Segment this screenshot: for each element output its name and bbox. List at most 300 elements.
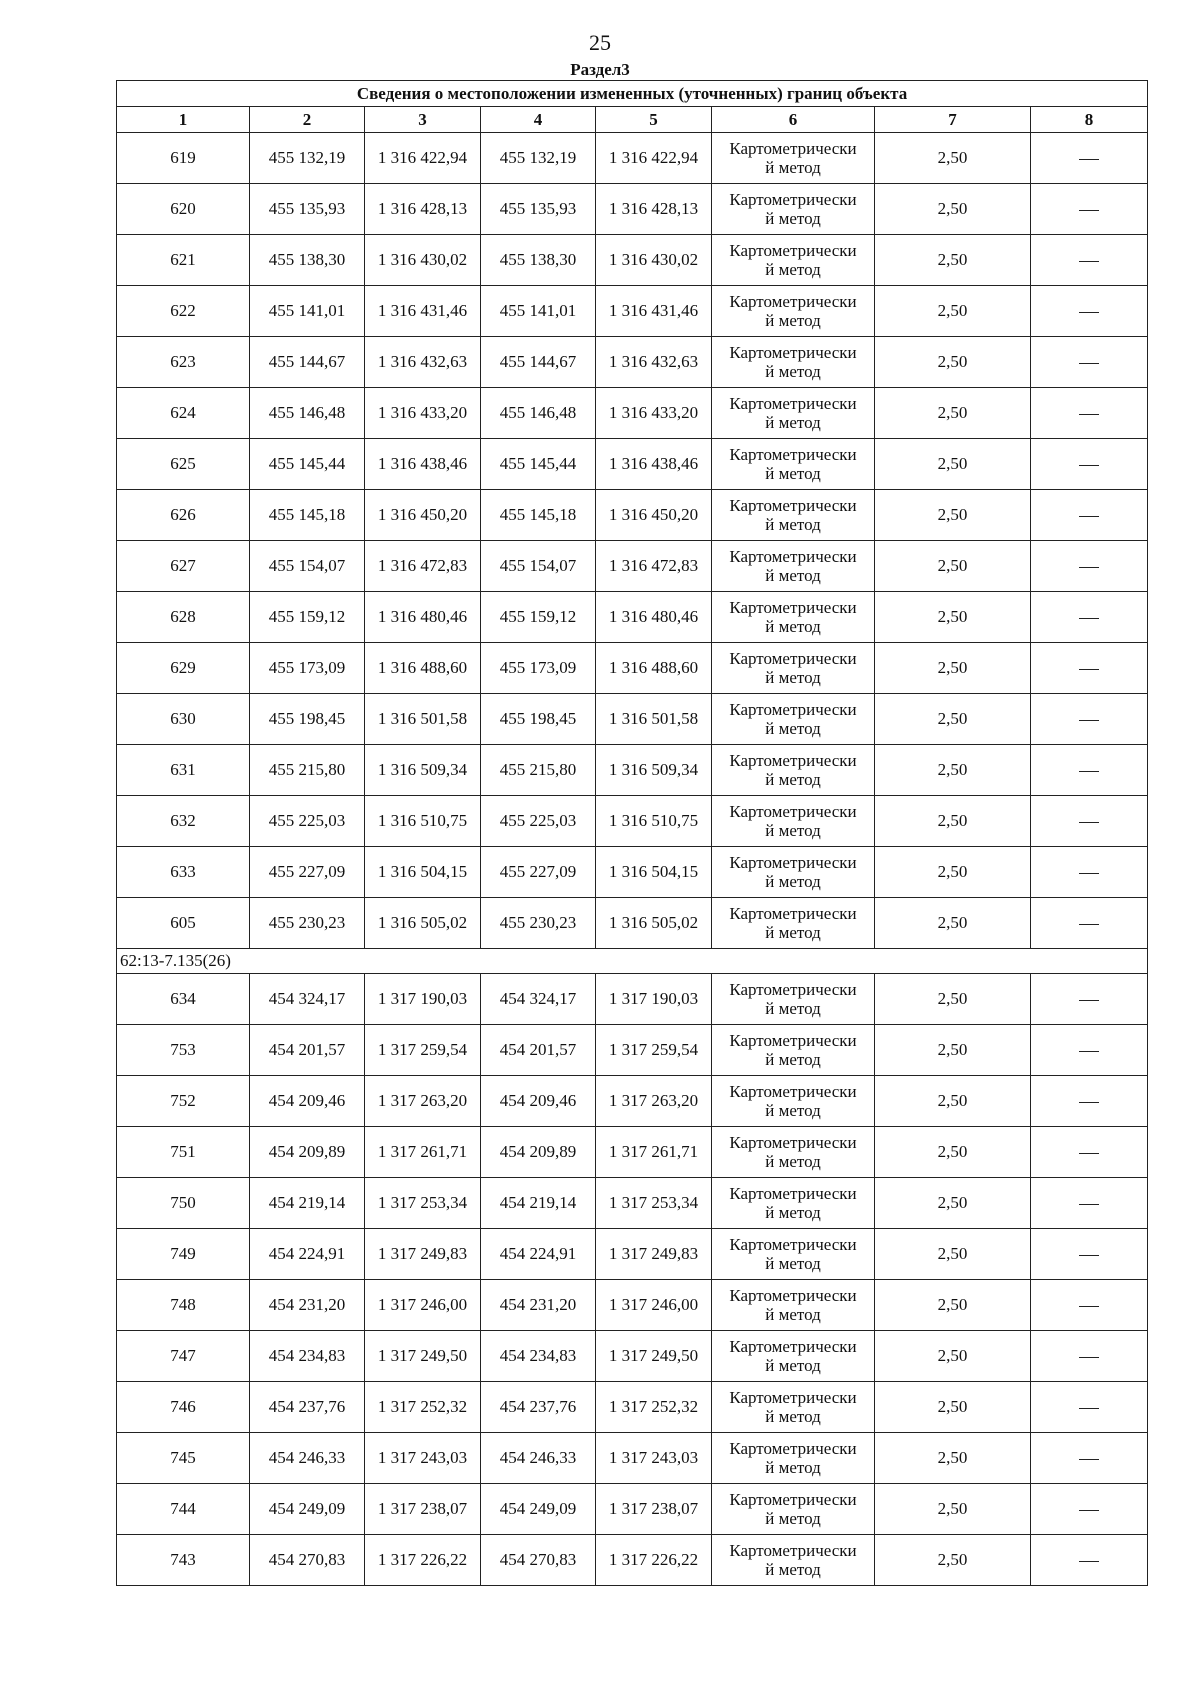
point-number-cell: 628 [117, 592, 250, 643]
method-line-1: Картометрически [729, 1184, 857, 1203]
y-existing-cell: 1 316 472,83 [365, 541, 481, 592]
accuracy-cell: 2,50 [875, 1127, 1031, 1178]
description-cell [1031, 898, 1148, 949]
point-number-cell: 633 [117, 847, 250, 898]
method-cell [712, 796, 875, 847]
description-cell [1031, 1331, 1148, 1382]
description-cell [1031, 1535, 1148, 1586]
method-cell [712, 286, 875, 337]
accuracy-cell: 2,50 [875, 388, 1031, 439]
table-row [117, 745, 1148, 796]
x-existing-cell: 455 173,09 [250, 643, 365, 694]
x-existing-cell: 454 249,09 [250, 1484, 365, 1535]
y-existing-cell: 1 317 252,32 [365, 1382, 481, 1433]
x-refined-cell: 455 215,80 [481, 745, 596, 796]
y-existing-cell: 1 316 422,94 [365, 133, 481, 184]
x-existing-cell: 455 145,18 [250, 490, 365, 541]
accuracy-cell: 2,50 [875, 1535, 1031, 1586]
table-row [117, 1382, 1148, 1433]
x-existing-cell: 454 237,76 [250, 1382, 365, 1433]
empty-dash [1079, 1357, 1099, 1358]
description-cell [1031, 1280, 1148, 1331]
method-line-1: Картометрически [729, 598, 857, 617]
description-cell [1031, 133, 1148, 184]
x-refined-cell: 454 234,83 [481, 1331, 596, 1382]
accuracy-cell: 2,50 [875, 1280, 1031, 1331]
x-refined-cell: 455 145,18 [481, 490, 596, 541]
table-row [117, 974, 1148, 1025]
empty-dash [1079, 261, 1099, 262]
empty-dash [1079, 720, 1099, 721]
method-line-1: Картометрически [729, 1031, 857, 1050]
method-line-2: й метод [765, 158, 821, 177]
accuracy-cell: 2,50 [875, 592, 1031, 643]
description-cell [1031, 1229, 1148, 1280]
method-line-2: й метод [765, 311, 821, 330]
description-cell [1031, 184, 1148, 235]
x-existing-cell: 454 270,83 [250, 1535, 365, 1586]
method-cell [712, 898, 875, 949]
point-number-cell: 747 [117, 1331, 250, 1382]
accuracy-cell: 2,50 [875, 184, 1031, 235]
accuracy-cell: 2,50 [875, 1331, 1031, 1382]
method-cell [712, 1331, 875, 1382]
method-cell [712, 592, 875, 643]
table-row [117, 337, 1148, 388]
method-line-2: й метод [765, 1509, 821, 1528]
method-line-1: Картометрически [729, 1133, 857, 1152]
point-number-cell: 632 [117, 796, 250, 847]
accuracy-cell: 2,50 [875, 337, 1031, 388]
x-refined-cell: 455 227,09 [481, 847, 596, 898]
y-refined-cell: 1 316 505,02 [596, 898, 712, 949]
x-refined-cell: 455 230,23 [481, 898, 596, 949]
x-refined-cell: 455 141,01 [481, 286, 596, 337]
table-row [117, 1178, 1148, 1229]
point-number-cell: 605 [117, 898, 250, 949]
accuracy-cell: 2,50 [875, 1178, 1031, 1229]
method-line-1: Картометрически [729, 1337, 857, 1356]
y-refined-cell: 1 317 263,20 [596, 1076, 712, 1127]
x-refined-cell: 455 144,67 [481, 337, 596, 388]
x-refined-cell: 455 159,12 [481, 592, 596, 643]
method-line-2: й метод [765, 515, 821, 534]
point-number-cell: 743 [117, 1535, 250, 1586]
method-cell [712, 541, 875, 592]
point-number-cell: 622 [117, 286, 250, 337]
table-row [117, 1535, 1148, 1586]
x-refined-cell: 454 209,89 [481, 1127, 596, 1178]
method-line-2: й метод [765, 1458, 821, 1477]
x-refined-cell: 455 173,09 [481, 643, 596, 694]
point-number-cell: 623 [117, 337, 250, 388]
method-cell [712, 1280, 875, 1331]
y-existing-cell: 1 317 259,54 [365, 1025, 481, 1076]
accuracy-cell: 2,50 [875, 541, 1031, 592]
method-line-1: Картометрически [729, 1490, 857, 1509]
table-row [117, 643, 1148, 694]
method-line-1: Картометрически [729, 649, 857, 668]
x-existing-cell: 455 227,09 [250, 847, 365, 898]
coordinates-table [116, 80, 1148, 1586]
accuracy-cell: 2,50 [875, 439, 1031, 490]
x-existing-cell: 455 198,45 [250, 694, 365, 745]
empty-dash [1079, 312, 1099, 313]
method-cell [712, 1484, 875, 1535]
method-cell [712, 1535, 875, 1586]
point-number-cell: 619 [117, 133, 250, 184]
method-line-2: й метод [765, 1203, 821, 1222]
method-line-1: Картометрически [729, 1541, 857, 1560]
group-label-row [117, 949, 1148, 974]
table-row [117, 286, 1148, 337]
point-number-cell: 748 [117, 1280, 250, 1331]
x-refined-cell: 454 249,09 [481, 1484, 596, 1535]
point-number-cell: 750 [117, 1178, 250, 1229]
description-cell [1031, 337, 1148, 388]
y-refined-cell: 1 317 249,50 [596, 1331, 712, 1382]
point-number-cell: 744 [117, 1484, 250, 1535]
method-line-1: Картометрически [729, 700, 857, 719]
accuracy-cell: 2,50 [875, 235, 1031, 286]
table-row [117, 796, 1148, 847]
method-line-1: Картометрически [729, 1439, 857, 1458]
description-cell [1031, 694, 1148, 745]
y-refined-cell: 1 316 430,02 [596, 235, 712, 286]
x-refined-cell: 454 246,33 [481, 1433, 596, 1484]
empty-dash [1079, 210, 1099, 211]
section-title: Раздел3 [570, 60, 630, 79]
accuracy-cell: 2,50 [875, 898, 1031, 949]
x-existing-cell: 454 231,20 [250, 1280, 365, 1331]
table-row [117, 1280, 1148, 1331]
x-refined-cell: 454 270,83 [481, 1535, 596, 1586]
column-header: 2 [250, 107, 365, 133]
point-number-cell: 626 [117, 490, 250, 541]
method-cell [712, 439, 875, 490]
x-refined-cell: 455 154,07 [481, 541, 596, 592]
table-row [117, 388, 1148, 439]
y-existing-cell: 1 316 430,02 [365, 235, 481, 286]
accuracy-cell: 2,50 [875, 745, 1031, 796]
empty-dash [1079, 1510, 1099, 1511]
method-line-1: Картометрически [729, 802, 857, 821]
y-refined-cell: 1 317 190,03 [596, 974, 712, 1025]
empty-dash [1079, 1459, 1099, 1460]
y-refined-cell: 1 317 252,32 [596, 1382, 712, 1433]
y-refined-cell: 1 316 472,83 [596, 541, 712, 592]
table-row [117, 1025, 1148, 1076]
x-existing-cell: 455 146,48 [250, 388, 365, 439]
accuracy-cell: 2,50 [875, 1076, 1031, 1127]
description-cell [1031, 745, 1148, 796]
y-refined-cell: 1 316 488,60 [596, 643, 712, 694]
description-cell [1031, 439, 1148, 490]
description-cell [1031, 1127, 1148, 1178]
method-line-2: й метод [765, 1356, 821, 1375]
method-line-2: й метод [765, 668, 821, 687]
column-header: 3 [365, 107, 481, 133]
method-cell [712, 1178, 875, 1229]
empty-dash [1079, 1306, 1099, 1307]
x-existing-cell: 454 324,17 [250, 974, 365, 1025]
x-refined-cell: 454 237,76 [481, 1382, 596, 1433]
method-cell [712, 1127, 875, 1178]
x-refined-cell: 455 225,03 [481, 796, 596, 847]
accuracy-cell: 2,50 [875, 643, 1031, 694]
y-refined-cell: 1 317 259,54 [596, 1025, 712, 1076]
y-refined-cell: 1 317 243,03 [596, 1433, 712, 1484]
x-refined-cell: 454 224,91 [481, 1229, 596, 1280]
method-line-2: й метод [765, 770, 821, 789]
description-cell [1031, 592, 1148, 643]
y-existing-cell: 1 317 226,22 [365, 1535, 481, 1586]
method-line-2: й метод [765, 821, 821, 840]
accuracy-cell: 2,50 [875, 1025, 1031, 1076]
x-existing-cell: 454 246,33 [250, 1433, 365, 1484]
y-existing-cell: 1 317 263,20 [365, 1076, 481, 1127]
x-refined-cell: 455 132,19 [481, 133, 596, 184]
method-line-2: й метод [765, 1050, 821, 1069]
empty-dash [1079, 771, 1099, 772]
method-cell [712, 235, 875, 286]
method-cell [712, 490, 875, 541]
description-cell [1031, 847, 1148, 898]
empty-dash [1079, 1408, 1099, 1409]
method-cell [712, 388, 875, 439]
y-refined-cell: 1 317 238,07 [596, 1484, 712, 1535]
y-refined-cell: 1 316 480,46 [596, 592, 712, 643]
y-existing-cell: 1 316 501,58 [365, 694, 481, 745]
x-existing-cell: 455 145,44 [250, 439, 365, 490]
x-existing-cell: 455 159,12 [250, 592, 365, 643]
x-existing-cell: 455 154,07 [250, 541, 365, 592]
column-header: 5 [596, 107, 712, 133]
empty-dash [1079, 1204, 1099, 1205]
table-row [117, 184, 1148, 235]
method-line-1: Картометрически [729, 904, 857, 923]
point-number-cell: 749 [117, 1229, 250, 1280]
table-row [117, 439, 1148, 490]
accuracy-cell: 2,50 [875, 490, 1031, 541]
method-line-1: Картометрически [729, 241, 857, 260]
empty-dash [1079, 567, 1099, 568]
page-number: 25 [589, 30, 611, 55]
empty-dash [1079, 924, 1099, 925]
column-header-row [117, 107, 1148, 133]
method-line-2: й метод [765, 1560, 821, 1579]
point-number-cell: 627 [117, 541, 250, 592]
empty-dash [1079, 618, 1099, 619]
y-existing-cell: 1 316 450,20 [365, 490, 481, 541]
description-cell [1031, 796, 1148, 847]
point-number-cell: 746 [117, 1382, 250, 1433]
method-line-1: Картометрически [729, 445, 857, 464]
y-refined-cell: 1 316 432,63 [596, 337, 712, 388]
table-row [117, 541, 1148, 592]
x-refined-cell: 455 146,48 [481, 388, 596, 439]
empty-dash [1079, 414, 1099, 415]
x-existing-cell: 454 219,14 [250, 1178, 365, 1229]
table-caption: Сведения о местоположении измененных (уточненных) границ объекта [117, 81, 1148, 107]
point-number-cell: 752 [117, 1076, 250, 1127]
y-refined-cell: 1 317 226,22 [596, 1535, 712, 1586]
y-refined-cell: 1 316 509,34 [596, 745, 712, 796]
method-cell [712, 133, 875, 184]
method-cell [712, 1382, 875, 1433]
method-line-1: Картометрически [729, 190, 857, 209]
empty-dash [1079, 1102, 1099, 1103]
method-line-2: й метод [765, 999, 821, 1018]
method-line-1: Картометрически [729, 343, 857, 362]
x-refined-cell: 454 209,46 [481, 1076, 596, 1127]
y-refined-cell: 1 317 261,71 [596, 1127, 712, 1178]
description-cell [1031, 235, 1148, 286]
method-line-2: й метод [765, 566, 821, 585]
method-cell [712, 337, 875, 388]
x-refined-cell: 454 231,20 [481, 1280, 596, 1331]
empty-dash [1079, 1000, 1099, 1001]
y-existing-cell: 1 317 253,34 [365, 1178, 481, 1229]
empty-dash [1079, 159, 1099, 160]
method-line-1: Картометрически [729, 853, 857, 872]
y-refined-cell: 1 316 510,75 [596, 796, 712, 847]
y-refined-cell: 1 316 422,94 [596, 133, 712, 184]
point-number-cell: 620 [117, 184, 250, 235]
method-line-1: Картометрически [729, 1286, 857, 1305]
method-line-2: й метод [765, 1254, 821, 1273]
table-row [117, 694, 1148, 745]
method-line-2: й метод [765, 1407, 821, 1426]
empty-dash [1079, 1153, 1099, 1154]
point-number-cell: 751 [117, 1127, 250, 1178]
y-existing-cell: 1 317 246,00 [365, 1280, 481, 1331]
y-existing-cell: 1 316 510,75 [365, 796, 481, 847]
x-existing-cell: 454 209,89 [250, 1127, 365, 1178]
y-existing-cell: 1 317 190,03 [365, 974, 481, 1025]
method-line-2: й метод [765, 209, 821, 228]
accuracy-cell: 2,50 [875, 1433, 1031, 1484]
y-existing-cell: 1 317 238,07 [365, 1484, 481, 1535]
point-number-cell: 634 [117, 974, 250, 1025]
y-refined-cell: 1 316 450,20 [596, 490, 712, 541]
method-cell [712, 974, 875, 1025]
table-row [117, 1229, 1148, 1280]
empty-dash [1079, 873, 1099, 874]
y-existing-cell: 1 316 504,15 [365, 847, 481, 898]
point-number-cell: 629 [117, 643, 250, 694]
column-header: 7 [875, 107, 1031, 133]
x-existing-cell: 455 141,01 [250, 286, 365, 337]
x-existing-cell: 454 201,57 [250, 1025, 365, 1076]
empty-dash [1079, 822, 1099, 823]
table-row [117, 490, 1148, 541]
x-refined-cell: 455 135,93 [481, 184, 596, 235]
x-existing-cell: 455 132,19 [250, 133, 365, 184]
description-cell [1031, 490, 1148, 541]
x-refined-cell: 454 201,57 [481, 1025, 596, 1076]
x-existing-cell: 455 135,93 [250, 184, 365, 235]
point-number-cell: 630 [117, 694, 250, 745]
description-cell [1031, 541, 1148, 592]
x-existing-cell: 455 230,23 [250, 898, 365, 949]
y-refined-cell: 1 317 249,83 [596, 1229, 712, 1280]
point-number-cell: 624 [117, 388, 250, 439]
y-refined-cell: 1 316 438,46 [596, 439, 712, 490]
method-line-1: Картометрически [729, 980, 857, 999]
x-refined-cell: 455 198,45 [481, 694, 596, 745]
method-cell [712, 694, 875, 745]
empty-dash [1079, 516, 1099, 517]
y-refined-cell: 1 316 433,20 [596, 388, 712, 439]
method-line-1: Картометрически [729, 751, 857, 770]
method-cell [712, 847, 875, 898]
method-line-2: й метод [765, 362, 821, 381]
y-existing-cell: 1 316 505,02 [365, 898, 481, 949]
method-line-2: й метод [765, 1152, 821, 1171]
accuracy-cell: 2,50 [875, 1229, 1031, 1280]
x-existing-cell: 455 144,67 [250, 337, 365, 388]
empty-dash [1079, 1051, 1099, 1052]
description-cell [1031, 1076, 1148, 1127]
y-existing-cell: 1 317 261,71 [365, 1127, 481, 1178]
point-number-cell: 621 [117, 235, 250, 286]
y-refined-cell: 1 316 501,58 [596, 694, 712, 745]
x-refined-cell: 455 138,30 [481, 235, 596, 286]
accuracy-cell: 2,50 [875, 694, 1031, 745]
y-refined-cell: 1 317 253,34 [596, 1178, 712, 1229]
method-line-1: Картометрически [729, 1235, 857, 1254]
method-cell [712, 745, 875, 796]
method-line-2: й метод [765, 1305, 821, 1324]
empty-dash [1079, 669, 1099, 670]
x-existing-cell: 454 209,46 [250, 1076, 365, 1127]
method-cell [712, 1229, 875, 1280]
point-number-cell: 625 [117, 439, 250, 490]
table-row [117, 1331, 1148, 1382]
table-row [117, 1127, 1148, 1178]
x-existing-cell: 454 224,91 [250, 1229, 365, 1280]
method-line-1: Картометрически [729, 1388, 857, 1407]
empty-dash [1079, 465, 1099, 466]
column-header: 4 [481, 107, 596, 133]
method-cell [712, 1025, 875, 1076]
column-header: 6 [712, 107, 875, 133]
method-line-1: Картометрически [729, 394, 857, 413]
method-cell [712, 1076, 875, 1127]
y-refined-cell: 1 317 246,00 [596, 1280, 712, 1331]
y-existing-cell: 1 316 431,46 [365, 286, 481, 337]
method-line-2: й метод [765, 1101, 821, 1120]
empty-dash [1079, 1561, 1099, 1562]
table-row [117, 1433, 1148, 1484]
x-existing-cell: 455 215,80 [250, 745, 365, 796]
method-line-2: й метод [765, 719, 821, 738]
y-existing-cell: 1 316 509,34 [365, 745, 481, 796]
method-line-1: Картометрически [729, 496, 857, 515]
point-number-cell: 745 [117, 1433, 250, 1484]
description-cell [1031, 1382, 1148, 1433]
accuracy-cell: 2,50 [875, 796, 1031, 847]
method-line-2: й метод [765, 413, 821, 432]
table-row [117, 847, 1148, 898]
column-header: 1 [117, 107, 250, 133]
y-existing-cell: 1 316 480,46 [365, 592, 481, 643]
y-refined-cell: 1 316 504,15 [596, 847, 712, 898]
method-line-1: Картометрически [729, 139, 857, 158]
accuracy-cell: 2,50 [875, 1484, 1031, 1535]
description-cell [1031, 1178, 1148, 1229]
